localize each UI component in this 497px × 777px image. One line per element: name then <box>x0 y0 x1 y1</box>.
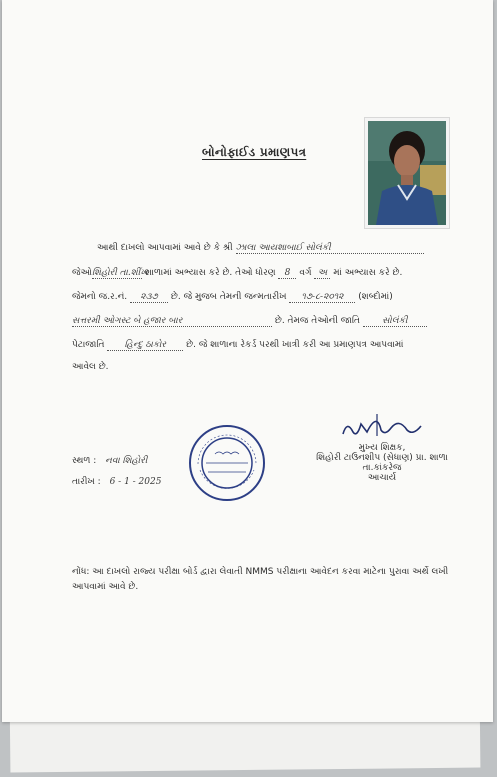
certificate-page <box>2 0 493 722</box>
line3-suffix: (શબ્દોમાં) <box>358 292 393 302</box>
school-name: શિહોરી તા.શીંખ <box>91 268 148 278</box>
certificate-line-4 <box>72 316 472 327</box>
place-line <box>72 456 147 466</box>
date-label: તારીખ : <box>72 477 101 487</box>
certificate-line-3 <box>72 292 472 303</box>
certificate-title: બોનોફાઈડ પ્રમાણપત્ર <box>202 145 307 159</box>
subcaste-value: હિન્દુ ઠાકોર <box>107 340 183 351</box>
birth-date: ૧૭-૮-૨૦૧૨ <box>289 292 355 303</box>
signatory-school: શિહોરી ટાઉનશીપ (સેધાણ) પ્રા. શાળા <box>316 453 448 463</box>
birth-date-words: સત્તરમી ઓગસ્ટ બે હજાર બાર <box>72 316 272 327</box>
line5-prefix: પેટાજાતિ <box>72 340 105 350</box>
line2-suffix: માં અભ્યાસ કરે છે. <box>333 268 403 278</box>
certificate-line-1 <box>97 243 497 254</box>
certificate-line-5 <box>72 340 472 351</box>
caste-value: સોલંકી <box>363 316 427 327</box>
school-seal-stamp <box>188 424 266 502</box>
student-name: ઝાલા આયશાબાઈ સોલંકી <box>236 243 424 254</box>
date-value: 6 - 1 - 2025 <box>109 477 162 487</box>
line2-class-label: વર્ગ <box>299 268 312 278</box>
class-value: અ <box>314 268 330 279</box>
signatory-role: આચાર્ય <box>367 473 397 483</box>
line3-prefix: જેમનો જ.ર.નં. <box>72 292 128 302</box>
line1-prefix: આથી દાખલો આપવામાં આવે છે કે શ્રી <box>97 243 233 253</box>
line5-suffix: છે. જે શાળાના રેકર્ડ પરથી ખાત્રી કરી આ પ્રમાણપત્ર આપવામાં <box>186 340 404 350</box>
register-number: ૨૩૭ <box>130 292 168 303</box>
signature-block <box>302 410 462 483</box>
signatory-title: મુખ્ય શિક્ષક, <box>358 443 406 453</box>
certificate-line-2 <box>72 268 472 279</box>
line3-mid: છે. જે મુજબ તેમની જન્મતારીખ <box>170 292 287 302</box>
standard-value: 8 <box>278 268 296 279</box>
certificate-line-6 <box>72 362 472 372</box>
date-line <box>72 477 161 487</box>
student-portrait-image <box>368 121 446 225</box>
line6-text: આવેલ છે. <box>72 362 109 372</box>
note-text: નોંધ: આ દાખલો રાજ્ય પરીક્ષા બોર્ડ દ્વારા લેવાતી NMMS પરીક્ષાના આવેદન કરવા માટેના પુરાવા અર્થે લખી આપવામાં આવે છે. <box>72 567 449 592</box>
line4-mid: છે. તેમજ તેઓની જાતિ <box>274 316 360 326</box>
line2-prefix: જેઓ <box>72 268 92 278</box>
principal-signature <box>337 410 427 440</box>
student-photo <box>364 117 450 229</box>
place-label: સ્થળ : <box>72 456 97 466</box>
signatory-taluka: તા.કાંકરેજ <box>362 463 402 473</box>
place-value: નવા શિહોરી <box>105 456 148 466</box>
line2-mid: શાળામાં અભ્યાસ કરે છે. તેઓ ધોરણ <box>144 268 276 278</box>
